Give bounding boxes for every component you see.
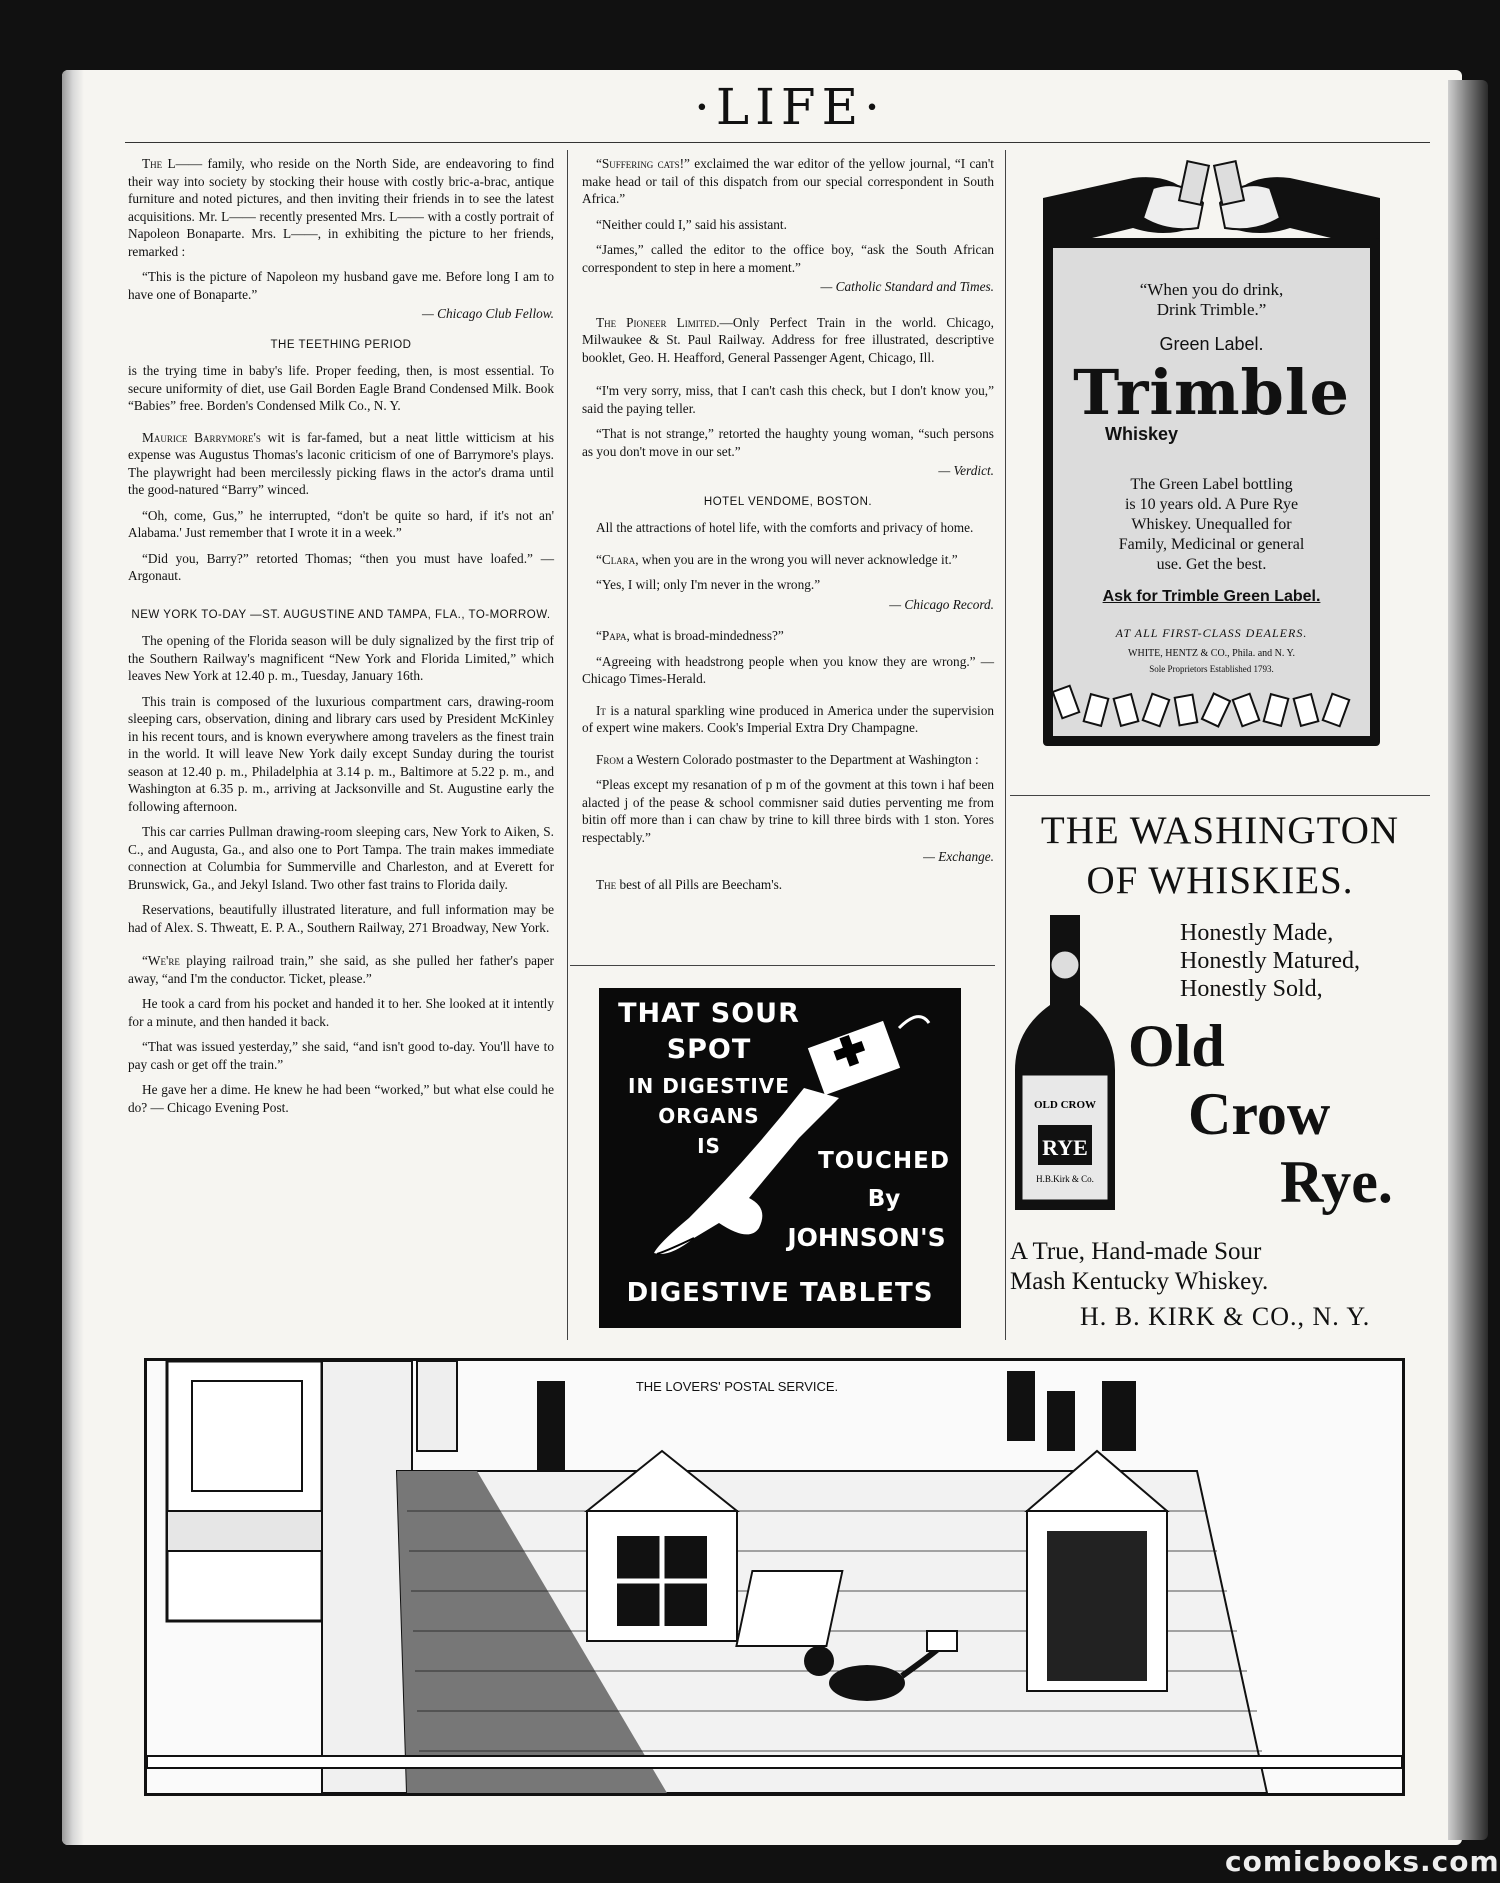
paragraph: “That was issued yesterday,” she said, “and isn't good to-day. You'll have to pay cash or get off the train.” [128,1039,554,1072]
paragraph: “Yes, I will; only I'm never in the wrong.” [596,577,821,592]
toasting-hands-illustration [1043,158,1380,250]
ad-line: IS [697,1134,721,1158]
oldcrow-maker: H. B. KIRK & CO., N. Y. [1080,1302,1371,1331]
oldcrow-brand: Crow [1188,1081,1331,1147]
paragraph: “We're playing railroad train,” she said, as she pulled her father's paper away, “and I'm the conductor. Ticket, please.” [128,953,554,986]
paragraph: The L—— family, who reside on the North Side, are endeavoring to find their way into society by stocking their house with costly bric-a-brac, antique furniture and noted pictures, and then inviting their friends in to see the latest acquisitions. Mr. L—— recently presented Mrs. L—— with a costly portrait of Napoleon Bonaparte. Mrs. L——, in exhibiting the picture to her friends, remarked : [128,156,554,259]
ad-line: DIGESTIVE TABLETS [626,1278,934,1308]
oldcrow-tagline: Honestly Sold, [1180,976,1323,1002]
page-edge [1448,80,1488,1840]
ad-dealers: AT ALL FIRST-CLASS DEALERS. [1115,626,1308,640]
ad-line: By [867,1186,901,1212]
ad-line: ORGANS [658,1104,760,1128]
attribution: — Catholic Standard and Times. [820,279,994,294]
whiskey-bottle-illustration [1010,910,1120,1220]
paragraph: “Neither could I,” said his assistant. [596,216,787,232]
bottle-label: OLD CROW [1033,1099,1097,1111]
oldcrow-description: Mash Kentucky Whiskey. [1010,1268,1269,1295]
masthead: ·LIFE· [694,78,886,136]
attribution: — Exchange. [923,849,994,864]
paragraph: “Papa, what is broad-mindedness?” [596,628,784,643]
lovers-postal-service-cartoon [144,1358,1405,1796]
paragraph: It is a natural sparkling wine produced in America under the supervision of expert wine makers. Cook's Imperial Extra Dry Champagne. [582,702,994,735]
section-heading: HOTEL VENDOME, BOSTON. [703,495,873,508]
paragraph: Maurice Barrymore's wit is far-famed, but a neat little witticism at his expense was Augustus Thomas's laconic criticism of one of Barrymore's plays. The playwright had been mercilessly picking flaws in the actor's drama until the good-natured “Barry” winced. [128,429,554,497]
column-rule [567,150,568,1340]
text-column-1 [128,155,554,1124]
paragraph: “Pleas except my resanation of p m of the govment at this town i haf been alacted j of the pease & school commisner said duties perventing me from bitin off more than i can chaw by trine to kill three birds with 1 ston. Yores respectably.” [582,777,994,845]
paragraph: is the trying time in baby's life. Proper feeding, then, is most essential. To secure uniformity of diet, use Gail Borden Eagle Brand Condensed Milk. Book “Babies” free. Borden's Condensed Milk Co., N. Y. [128,363,554,413]
ad-line: TOUCHED [818,1148,950,1174]
paragraph: “Clara, when you are in the wrong you will never acknowledge it.” [596,551,958,567]
attribution: — Chicago Record. [889,596,994,612]
ad-line: JOHNSON'S [787,1223,946,1252]
paragraph: This train is composed of the luxurious compartment cars, drawing-room sleeping cars, observation, dining and library cars used by President McKinley in his recent tours, and is known everywhere among travelers as the finest train in the world. It will leave New York daily except Sunday during the tourist season at 12.40 p. m., Philadelphia at 3.14 p. m., Baltimore at 5.22 p. m., and Washington at 6.35 p. m., arriving at Jacksonville and St. Augustine early the following afternoon. [128,693,554,814]
paragraph: The best of all Pills are Beecham's. [596,876,783,892]
paragraph: All the attractions of hotel life, with the comforts and privacy of home. [596,520,974,535]
oldcrow-headline: THE WASHINGTON [1040,809,1400,852]
oldcrow-brand: Old [1128,1013,1225,1079]
johnsons-tablets-ad [599,988,961,1328]
attribution: — Verdict. [938,463,994,478]
paragraph: “Oh, come, Gus,” he interrupted, “don't be quite so hard, if it's not an' Alabama.' Just remember that I wrote it in a week.” [128,507,554,540]
bottle-label: RYE [1042,1135,1088,1160]
section-rule [570,965,995,966]
oldcrow-tagline: Honestly Matured, [1180,948,1360,974]
ad-line: THAT SOUR [618,998,800,1029]
ad-callout: Ask for Trimble Green Label. [1102,588,1321,605]
paragraph: “This is the picture of Napoleon my husband gave me. Before long I am to have one of Bonaparte.” [128,269,554,302]
ad-maker: WHITE, HENTZ & CO., Phila. and N. Y. [1128,648,1295,659]
paragraph: “That is not strange,” retorted the haughty young woman, “such persons as you don't move in our set.” [582,426,994,459]
paragraph: “I'm very sorry, miss, that I can't cash this check, but I don't know you,” said the paying teller. [582,383,994,416]
paragraph: From a Western Colorado postmaster to the Department at Washington : [596,751,979,767]
section-heading: THE TEETHING PERIOD [270,338,412,351]
paragraph: The Pioneer Limited.—Only Perfect Train in the world. Chicago, Milwaukee & St. Paul Railway. Address for free illustrated, descriptive booklet, Geo. H. Heafford, General Passenger Agent, Chicago, Ill. [582,314,994,365]
ad-maker-note: Sole Proprietors Established 1793. [1149,664,1274,674]
oldcrow-description: A True, Hand-made Sour [1010,1238,1262,1265]
glasses-border-decoration [1053,248,1370,736]
trimble-whiskey-ad [1043,238,1380,746]
paragraph: The opening of the Florida season will be duly signalized by the first trip of the Southern Railway's magnificent “New York and Florida Limited,” which leaves New York at 12.40 p. m., Tuesday, January 16th. [128,633,554,683]
ad-slogan: “When you do drink, [1139,280,1284,299]
masthead-rule [125,142,1430,143]
paragraph: “James,” called the editor to the office boy, “ask the South African correspondent to step in here a moment.” [582,242,994,275]
ad-body: The Green Label bottling [1130,476,1293,493]
paragraph: “Agreeing with headstrong people when you know they are wrong.” — Chicago Times-Herald. [582,653,994,686]
ad-line: SPOT [666,1034,752,1065]
ad-label: Green Label. [1159,334,1264,354]
paragraph: He took a card from his pocket and handed it to her. She looked at it intently for a minute, and then handed it back. [128,996,554,1029]
brand-name: Trimble [1073,356,1350,429]
ad-line: IN DIGESTIVE [628,1074,790,1098]
ad-slogan: Drink Trimble.” [1156,300,1267,319]
ad-body: is 10 years old. A Pure Rye [1124,496,1299,513]
ad-body: Family, Medicinal or general [1118,536,1305,553]
brand-subtitle: Whiskey [1104,424,1179,444]
paragraph: “Did you, Barry?” retorted Thomas; “then you must have loafed.” — Argonaut. [128,550,554,583]
paragraph: He gave her a dime. He knew he had been “worked,” but what else could he do? — Chicago Evening Post. [128,1082,554,1115]
column-rule [1005,150,1006,1340]
bottle-label: H.B.Kirk & Co. [1036,1174,1094,1184]
paragraph: “Suffering cats!” exclaimed the war editor of the yellow journal, “I can't make head or tail of this dispatch from our special correspondent in South Africa.” [582,156,994,206]
page-spine-shadow [62,70,84,1845]
oldcrow-tagline: Honestly Made, [1180,920,1334,946]
rooftop-illustration [147,1361,1402,1793]
pointing-hand-illustration [599,988,961,1328]
section-rule [1010,795,1430,796]
text-column-2 [582,155,994,901]
attribution: — Chicago Club Fellow. [422,306,554,321]
site-watermark: comicbooks.com [1225,1845,1500,1878]
ad-body: use. Get the best. [1156,556,1267,573]
oldcrow-brand: Rye. [1280,1149,1393,1215]
section-heading: NEW YORK TO-DAY —ST. AUGUSTINE AND TAMPA, FLA., TO-MORROW. [131,608,551,621]
paragraph: Reservations, beautifully illustrated literature, and full information may be had of Alex. S. Thweatt, E. P. A., Southern Railway, 271 Broadway, New York. [128,902,554,935]
cartoon-caption: THE LOVERS' POSTAL SERVICE. [635,1379,839,1394]
oldcrow-headline: OF WHISKIES. [1086,859,1354,902]
ad-body: Whiskey. Unequalled for [1131,516,1292,533]
paragraph: This car carries Pullman drawing-room sleeping cars, New York to Aiken, S. C., and Augusta, Ga., and also one to Port Tampa. The train makes immediate connection at Columbia for Summerville and Charleston, and at Everett for Brunswick, Ga., and Jekyl Island. Two other fast trains to Florida daily. [128,824,554,892]
